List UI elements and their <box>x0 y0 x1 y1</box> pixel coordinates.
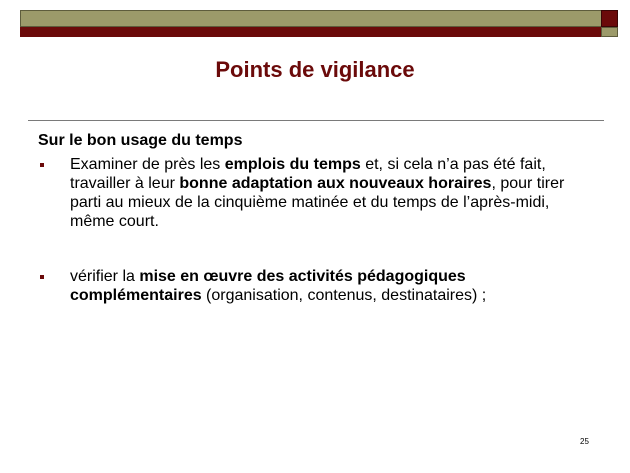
bullet-text <box>70 156 564 230</box>
bullet-run: et, si cela n’a pas été fait, travailler à leur <box>70 156 546 192</box>
bullet-run: (organisation, contenus, destinataires) ; <box>201 287 487 304</box>
bullet-run: Examiner de près les <box>70 156 225 173</box>
bullet-text <box>70 268 486 304</box>
bullet-item <box>38 267 598 305</box>
bullet-run: vérifier la <box>70 268 140 285</box>
bullet-item <box>38 155 598 231</box>
slide-title: Points de vigilance <box>215 57 415 82</box>
header-corner-square-maroon <box>601 10 618 27</box>
bullet-square-icon <box>40 275 44 279</box>
header-corner-square-olive <box>601 27 618 37</box>
bullet-run-bold: emplois du temps <box>224 156 361 173</box>
page-number: 25 <box>580 437 589 446</box>
header-maroon-bar <box>20 27 602 37</box>
header-olive-bar <box>20 10 602 27</box>
title-divider <box>28 120 604 121</box>
bullet-square-icon <box>40 163 44 167</box>
bullet-run-bold: mise en œuvre des activités pédagogiques complémentaires <box>70 268 466 304</box>
section-heading: Sur le bon usage du temps <box>38 132 243 149</box>
bullet-run-bold: bonne adaptation aux nouveaux horaires <box>179 175 492 192</box>
bullet-run: , pour tirer parti au mieux de la cinquième matinée et du temps de l’après-midi, même court. <box>70 175 565 230</box>
bullet-list <box>38 155 598 305</box>
